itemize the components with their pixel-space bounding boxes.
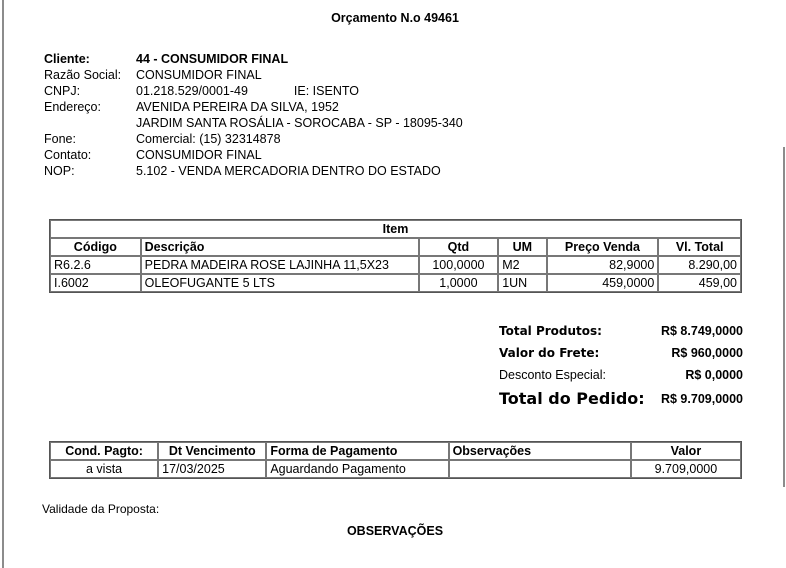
nop-row <box>44 163 463 179</box>
table-row <box>50 256 741 274</box>
cell-qtd: 100,0000 <box>419 256 499 274</box>
col-header-vl-total: Vl. Total <box>658 238 741 256</box>
client-value: 44 - CONSUMIDOR FINAL <box>136 52 289 66</box>
col-header-observacoes: Observações <box>449 442 631 460</box>
payment-table <box>49 441 742 479</box>
endereco-label: Endereço: <box>44 100 101 114</box>
cell-um: M2 <box>498 256 546 274</box>
client-label: Cliente: <box>44 52 90 66</box>
fone-row <box>44 131 463 147</box>
cell-um: 1UN <box>498 274 546 292</box>
payment-header-row <box>50 442 741 460</box>
cell-vl-total: 8.290,00 <box>658 256 741 274</box>
scrollbar-track[interactable] <box>783 147 785 487</box>
total-pedido-row <box>499 386 743 412</box>
contato-label: Contato: <box>44 148 92 162</box>
endereco-line2-row <box>44 115 463 131</box>
items-table <box>49 219 742 293</box>
col-header-dt-vencimento: Dt Vencimento <box>158 442 266 460</box>
col-header-qtd: Qtd <box>419 238 499 256</box>
endereco-line2-value: JARDIM SANTA ROSÁLIA - SOROCABA - SP - 18095-340 <box>136 116 463 130</box>
col-header-um: UM <box>498 238 546 256</box>
col-header-forma-pagamento: Forma de Pagamento <box>266 442 448 460</box>
cell-preco-venda: 82,9000 <box>547 256 659 274</box>
total-pedido-label: Total do Pedido: <box>499 389 645 408</box>
desconto-label: Desconto Especial: <box>499 368 607 382</box>
cell-descricao: OLEOFUGANTE 5 LTS <box>141 274 419 292</box>
col-header-descricao: Descrição <box>141 238 419 256</box>
document-title: Orçamento N.o 49461 <box>331 11 459 25</box>
cell-valor: 9.709,0000 <box>631 460 741 478</box>
desconto-value: R$ 0,0000 <box>685 368 743 382</box>
contato-value: CONSUMIDOR FINAL <box>136 148 262 162</box>
col-header-codigo: Código <box>50 238 141 256</box>
fone-label: Fone: <box>44 132 76 146</box>
cell-vl-total: 459,00 <box>658 274 741 292</box>
items-caption-row <box>50 220 741 238</box>
cnpj-row <box>44 83 463 99</box>
razao-social-label: Razão Social: <box>44 68 122 82</box>
ie-value: IE: ISENTO <box>293 84 359 98</box>
cell-codigo: R6.2.6 <box>50 256 141 274</box>
cnpj-label: CNPJ: <box>44 84 81 98</box>
cell-cond-pagto: a vista <box>50 460 158 478</box>
cnpj-value: 01.218.529/0001-49 <box>136 84 248 98</box>
total-produtos-value: R$ 8.749,0000 <box>660 324 743 338</box>
table-row <box>50 274 741 292</box>
endereco-row <box>44 99 463 115</box>
observacoes-heading: OBSERVAÇÕES <box>346 524 444 538</box>
client-row <box>44 51 463 67</box>
col-header-valor: Valor <box>631 442 741 460</box>
razao-social-value: CONSUMIDOR FINAL <box>136 68 262 82</box>
cell-forma-pagamento: Aguardando Pagamento <box>266 460 448 478</box>
totals-block <box>499 320 743 412</box>
desconto-row <box>499 364 743 386</box>
cell-qtd: 1,0000 <box>419 274 499 292</box>
endereco-value: AVENIDA PEREIRA DA SILVA, 1952 <box>136 100 339 114</box>
cell-descricao: PEDRA MADEIRA ROSE LAJINHA 11,5X23 <box>141 256 419 274</box>
cell-codigo: I.6002 <box>50 274 141 292</box>
total-produtos-row <box>499 320 743 342</box>
nop-value: 5.102 - VENDA MERCADORIA DENTRO DO ESTADO <box>136 164 441 178</box>
razao-social-row <box>44 67 463 83</box>
total-pedido-value: R$ 9.709,0000 <box>660 392 743 406</box>
client-info <box>44 51 463 179</box>
nop-label: NOP: <box>44 164 75 178</box>
items-caption: Item <box>50 220 741 238</box>
cell-observacoes <box>449 460 631 478</box>
col-header-cond-pagto: Cond. Pagto: <box>50 442 158 460</box>
endereco-line2-label <box>44 115 136 131</box>
cell-preco-venda: 459,0000 <box>547 274 659 292</box>
valor-frete-value: R$ 960,0000 <box>671 346 743 360</box>
col-header-preco-venda: Preço Venda <box>547 238 659 256</box>
validade-label: Validade da Proposta: <box>42 502 160 516</box>
valor-frete-row <box>499 342 743 364</box>
table-row <box>50 460 741 478</box>
contato-row <box>44 147 463 163</box>
valor-frete-label: Valor do Frete: <box>499 346 600 360</box>
cell-dt-vencimento: 17/03/2025 <box>158 460 266 478</box>
items-header-row <box>50 238 741 256</box>
fone-value: Comercial: (15) 32314878 <box>136 132 281 146</box>
total-produtos-label: Total Produtos: <box>499 324 602 338</box>
page-left-border <box>2 0 4 568</box>
